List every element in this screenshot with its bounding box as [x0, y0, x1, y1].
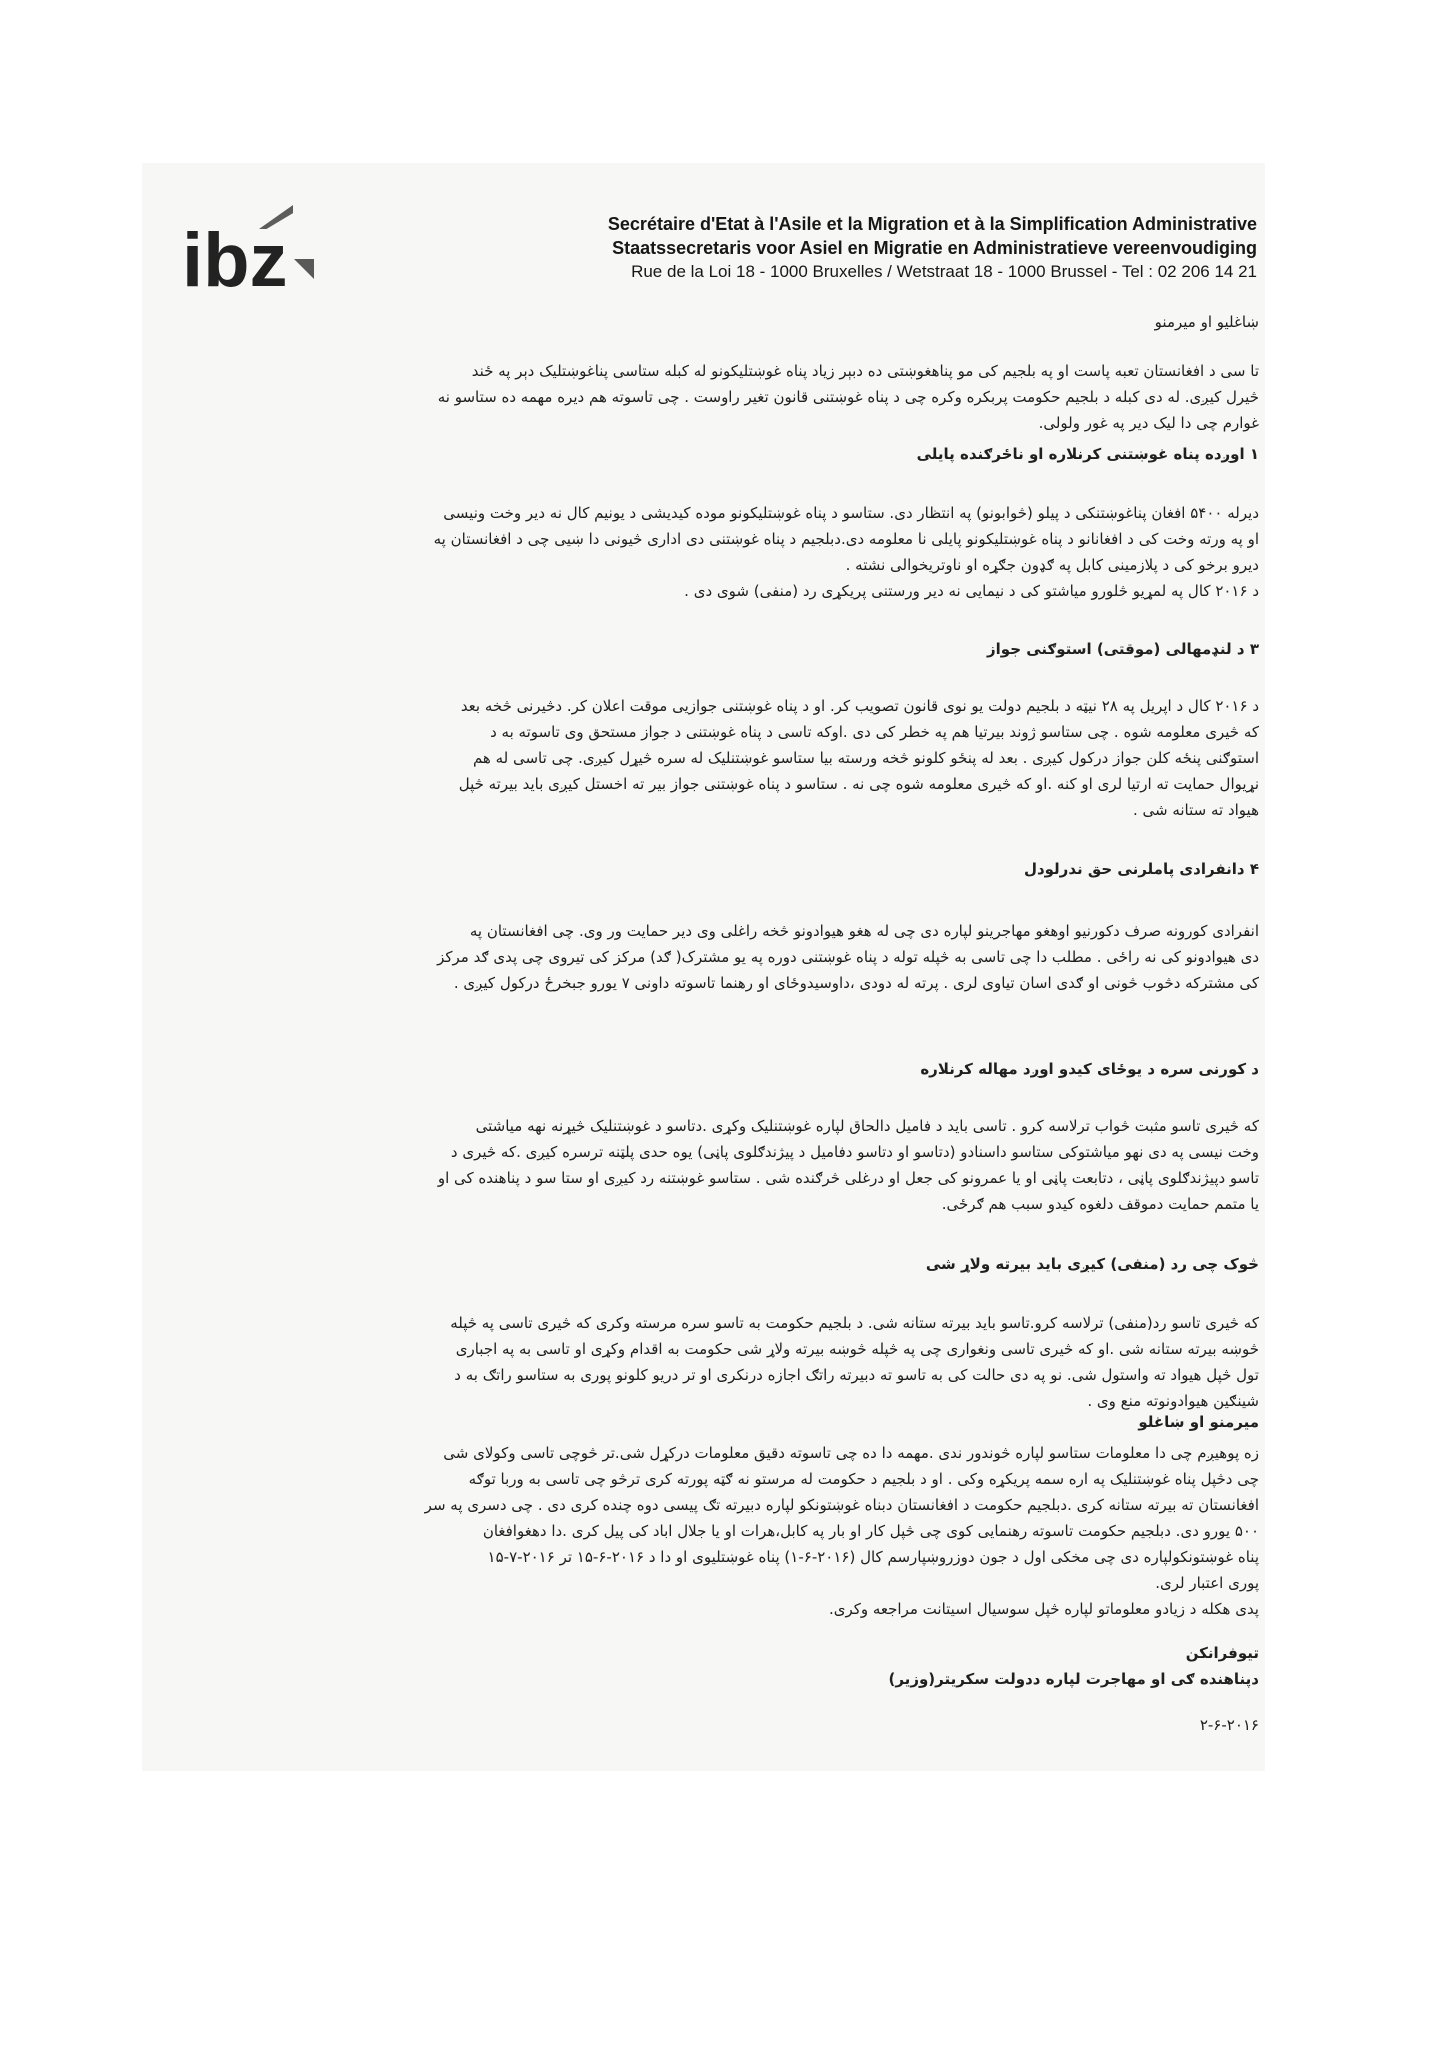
paragraph-line: انفرادی کورونه صرف دکورنیو اوهغو مهاجرینو لپاره دی چی له هغو هیوادونو څخه راغلی وی دیر حمایت ور وی. چی افغانستان په [469, 922, 1259, 940]
paragraph-line: د ۲۰۱۶ کال په لمړیو څلورو میاشتو کی د نیمایی نه دیر ورستنی پریکړی رد (منفی) شوی دی . [684, 582, 1259, 600]
section-paragraph [184, 693, 1259, 823]
header-french-title: Secrétaire d'Etat à l'Asile et la Migration et à la Simplification Administrative [607, 214, 1257, 234]
section-paragraph [184, 1310, 1259, 1414]
section-paragraph [184, 500, 1259, 604]
paragraph-line: تول څپل هیواد ته واستول شی. نو په دی حالت کی به تاسو ته دبیرته راتګ اجازه درنکری او تر دریو کلونو پوری به ستاسو راتګ به د [454, 1366, 1259, 1384]
paragraph-line: څوښه بیرته ستانه شی .او که څیری تاسی ونغواری چی په څپله څوښه بیرته ولاړ شی حکومت به اقدام وکړی او تاسی به په اجباری [455, 1340, 1259, 1358]
paragraph-line: که څیری تاسو مثبت څواب ترلاسه کرو . تاسی باید د فامیل دالحاق لپاره غوښتنلیک وکړی .دتاسو د غوښتنلیک څیړنه نهه میاشتی [475, 1117, 1259, 1135]
paragraph-line: تاسو دپیژندګلوی پاڼی ، دتابعت پاڼی او یا عمرونو کی جعل او درغلی څرګنده شی . ستاسو غوښتنه رد کیږی او ستا سو د پناهنده کی او [437, 1169, 1259, 1187]
section-paragraph [184, 1113, 1259, 1217]
paragraph-line: دیرله ۵۴۰۰ افغان پناغوښتنکی د پیلو (څوابونو) په انتظار دی. ستاسو د پناه غوښتلیکونو موده کیدیشی د یونیم کال نه دیر وخت ونیسی [443, 504, 1259, 522]
closing-heading: میرمنو او ښاغلو [1138, 1413, 1259, 1431]
section-heading: ۳ د لنډمهالی (موقتی) استوګنی جواز [987, 640, 1259, 658]
letter-date: ۲-۶-۲۰۱۶ [1199, 1716, 1259, 1734]
greeting: ښاغليو او ميرمنو [1154, 313, 1259, 331]
paragraph-line: نړیوال حمایت ته ارتیا لری او کنه .او که څیری معلومه شوه چی نه . ستاسو د پناه غوښتنی جواز بیر ته اخستل کیږی باید بیرته څپل [458, 775, 1259, 793]
logo-triangle-mark [294, 259, 314, 279]
paragraph-line: که څیری معلومه شوه . چی ستاسو ژوند بیرتیا هم په خطر کی دی .اوکه تاسی د پناه غوښتنی د جواز مستحق وی تاسوته به د [490, 723, 1259, 741]
intro-line: تا سی د افغانستان تعبه پاست او په بلجیم کی مو پناهغوښتی ده دبېر زیاد پناه غوښتلیکونو له کبله ستاسی پناغوښتلیک دېر په ځند [471, 362, 1259, 380]
paragraph-line: پوری اعتبار لری. [1155, 1574, 1259, 1592]
paragraph-line: زه پوهیږم چی دا معلومات ستاسو لپاره څوندور ندی .مهمه دا ده چی تاسوته دقیق معلومات درکړل شی.تر څوچی تاسی وکولای شی [443, 1444, 1259, 1462]
closing-paragraph [184, 1440, 1259, 1622]
paragraph-line: هیواد ته ستانه شی . [1132, 801, 1259, 819]
paragraph-line: استوګنی پنځه کلن جواز درکول کیږی . بعد له پنځو کلونو څخه ورسته بیا ستاسو غوښتنلیک له سره څیړل کیږی. چی تاسی له هم [472, 749, 1259, 767]
paragraph-line: ۵۰۰ یورو دی. دبلجیم حکومت تاسوته رهنمایی کوی چی څپل کار او بار په کابل،هرات او یا جلال اباد کی پیل کری .دا دهغوافغان [482, 1522, 1259, 1540]
paragraph-line: چی دڅپل پناه غوښتنلیک په اره سمه پریکړه وکی . او د بلجیم د حکومت له مرستو نه ګټه پورته کری ترڅو چی تاسی به وربا توګه [468, 1470, 1259, 1488]
logo-text: ibz [182, 218, 288, 303]
intro-paragraph [184, 358, 1259, 436]
section-heading: د کورنی سره د یوځای کیدو اوږد مهاله کرنلاره [920, 1060, 1259, 1078]
header-dutch-title: Staatssecretaris voor Asiel en Migratie en Administratieve vereenvoudiging [612, 238, 1257, 258]
paragraph-line: یا متمم حمایت دموقف دلغوه کیدو سبب هم ګرځی. [941, 1195, 1259, 1213]
signature-title: دپناهنده ګی او مهاجرت لپاره ددولت سکریتر(وزیر) [888, 1670, 1259, 1688]
section-heading: ۱ اوږده پناه غوښتنی کرنلاره او ناځرګنده پایلی [916, 445, 1259, 463]
paragraph-line: او په ورته وخت کی د افغانانو د پناه غوښتلیکونو پایلی نا معلومه دی.دبلجیم د پناه غوښتنی دی اداری څیونی دا ښیی چی د افغانستان په [433, 530, 1259, 548]
section-heading: څوک چی رد (منفی) کیږی باید بیرته ولاړ شی [925, 1255, 1259, 1273]
paragraph-line: پناه غوښتونکولپاره دی چی مخکی اول د جون دوزروښپارسم کال (۲۰۱۶-۶-۱) پناه غوښتلیوی او دا د ۲۰۱۶-۶-۱۵ تر ۲۰۱۶-۷-۱۵ [487, 1548, 1259, 1566]
ibz-logo [182, 205, 322, 303]
signature-name: تیوفرانکن [1185, 1644, 1259, 1662]
paragraph-line: کی مشترکه دڅوب څونی او ګدی اسان تیاوی لری . پرته له دودی ،داوسیدوځای او رهنما تاسوته داونی ۷ یورو جبخرځ درکول کیږی . [453, 974, 1259, 992]
section-paragraph [184, 918, 1259, 996]
paragraph-line: د ۲۰۱۶ کال د اپریل په ۲۸ نیټه د بلجیم دولت یو نوی قانون تصویب کر. او د پناه غوښتنی جوازیی موقت اعلان کر. دڅیرنی څخه بعد [460, 697, 1259, 715]
header-address: Rue de la Loi 18 - 1000 Bruxelles / Wetstraat 18 - 1000 Brussel - Tel : 02 206 14 21 [631, 262, 1257, 281]
paragraph-line: که څیری تاسو رد(منفی) ترلاسه کرو.تاسو باید بیرته ستانه شی. د بلجیم حکومت به تاسو سره مرسته وکری که څیری تاسی په څپله [450, 1314, 1259, 1332]
paragraph-line: شینګین هیوادونوته منع وی . [1087, 1392, 1259, 1410]
paragraph-line: دی هیوادونو کی نه راځی . مطلب دا چی تاسی به څپله توله د پناه غوښتنی دوره په یو مشترک( ګد) مرکز کی تیروی چی پدی ګد مرکز [437, 948, 1259, 966]
paragraph-line: افغانستان ته بیرته ستانه کری .دبلجیم حکومت د افغانستان دبناه غوښتونکو لپاره دبیرته تګ پیسی دوه چنده کری دی . چی دسری په سر [424, 1496, 1259, 1514]
section-heading: ۴ دانفرادی پاملرنی حق ندرلودل [1023, 860, 1259, 878]
letter-header [512, 212, 1257, 284]
paragraph-line: وخت نیسی په دی نهو میاشتوکی ستاسو داسنادو (دتاسو او دتاسو دفامیل د پیژندګلوی پاڼی) یوه حدی پلټنه ترسره کیږی .که څیری د [450, 1143, 1259, 1161]
intro-line: څیرل کیږی. له دی کبله د بلجیم حکومت پربکره وکره چی د پناه غوښتنی قانون تغیر راوست . چی تاسوته هم دیره مهمه ده ستاسو نه [437, 388, 1259, 406]
paragraph-line: دیرو برخو کی د پلازمینی کابل په ګډون جګړه او ناوتریخوالی نشته . [845, 556, 1259, 574]
intro-line: غوارم چی دا لیک دیر په غور ولولی. [1038, 414, 1259, 432]
paragraph-line: پدی هکله د زیادو معلوماتو لپاره څپل سوسیال اسیتانت مراجعه وکری. [828, 1600, 1259, 1618]
